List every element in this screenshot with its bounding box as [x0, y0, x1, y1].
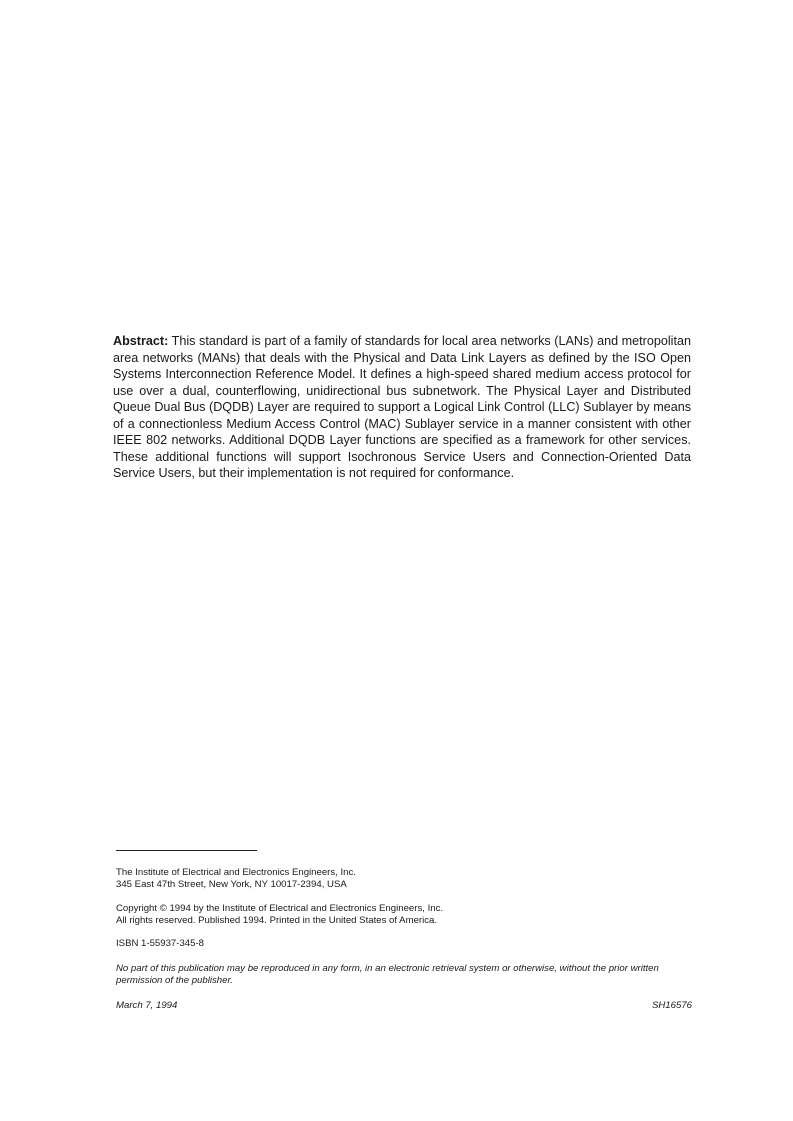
- publisher-address: 345 East 47th Street, New York, NY 10017-2394, USA: [116, 879, 347, 890]
- isbn-number: ISBN 1-55937-345-8: [116, 938, 204, 949]
- publisher-name: The Institute of Electrical and Electronics Engineers, Inc.: [116, 867, 356, 878]
- isbn-block: [116, 938, 692, 950]
- reproduction-notice: No part of this publication may be reproduced in any form, in an electronic retrieval system or otherwise, without the prior written permission of the publisher.: [116, 963, 659, 986]
- publisher-block: [116, 867, 692, 891]
- abstract-label: Abstract:: [113, 334, 169, 348]
- abstract-body: This standard is part of a family of standards for local area networks (LANs) and metropolitan area networks (MANs) that deals with the Physical and Data Link Layers as defined by the ISO Open Systems Interconnection Reference Model. It defines a high-speed shared medium access protocol for use over a dual, counterflowing, unidirectional bus subnetwork. The Physical Layer and Distributed Queue Dual Bus (DQDB) Layer are required to support a Logical Link Control (LLC) Sublayer by means of a connectionless Medium Access Control (MAC) Sublayer service in a manner consistent with other IEEE 802 networks. Additional DQDB Layer functions are specified as a framework for other services. These additional functions will support Isochronous Service Users and Connection-Oriented Data Service Users, but their implementation is not required for conformance.: [113, 334, 691, 480]
- copyright-line: Copyright © 1994 by the Institute of Electrical and Electronics Engineers, Inc.: [116, 903, 444, 914]
- footer-divider: [116, 850, 257, 851]
- document-code: SH16576: [651, 1000, 692, 1011]
- copyright-block: [116, 903, 692, 927]
- publication-date: March 7, 1994: [116, 1000, 178, 1011]
- rights-line: All rights reserved. Published 1994. Printed in the United States of America.: [116, 915, 438, 926]
- abstract-paragraph: [113, 333, 691, 482]
- footer-meta: [116, 1000, 692, 1012]
